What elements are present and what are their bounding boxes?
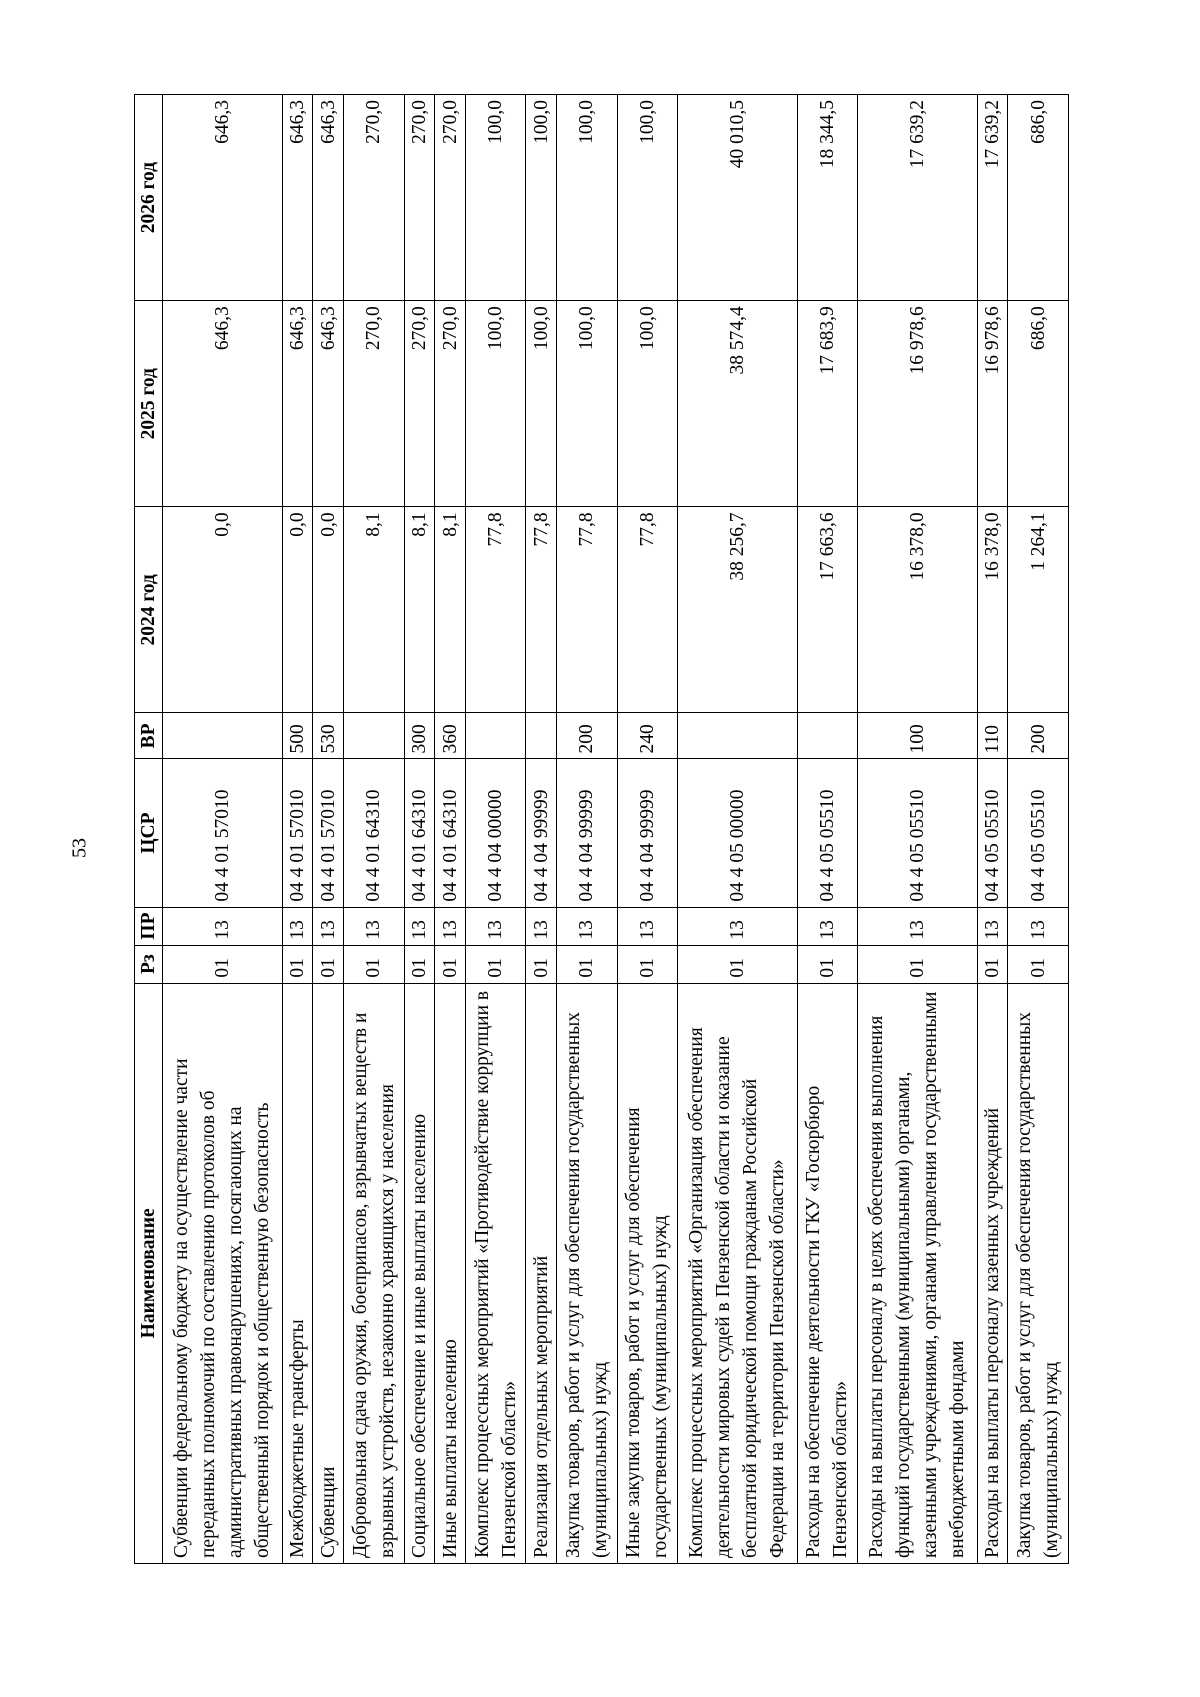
cell-vr: 240	[617, 713, 677, 759]
cell-name: Межбюджетные трансферты	[282, 983, 313, 1563]
cell-pr: 13	[797, 907, 857, 945]
header-2024: 2024 год	[135, 507, 163, 713]
cell-name: Комплекс процессных мероприятий «Организация обеспечения деятельности мировых судей в Пензенской области и оказание бесплатной юридической помощи гражданам Российской Федерации на территории Пензенской области»	[677, 983, 797, 1563]
cell-vr	[677, 713, 797, 759]
cell-2025: 16 978,6	[858, 301, 978, 507]
cell-rz: 01	[344, 945, 404, 983]
cell-2026: 100,0	[617, 95, 677, 301]
cell-csr: 04 4 01 57010	[313, 759, 344, 907]
cell-2026: 40 010,5	[677, 95, 797, 301]
cell-rz: 01	[977, 945, 1008, 983]
cell-name: Добровольная сдача оружия, боеприпасов, взрывчатых веществ и взрывных устройств, незаконно хранящихся у населения	[344, 983, 404, 1563]
cell-rz: 01	[617, 945, 677, 983]
cell-2024: 38 256,7	[677, 507, 797, 713]
cell-2026: 270,0	[404, 95, 435, 301]
cell-2024: 77,8	[617, 507, 677, 713]
cell-2024: 8,1	[404, 507, 435, 713]
cell-name: Закупка товаров, работ и услуг для обеспечения государственных (муниципальных) нужд	[557, 983, 617, 1563]
budget-table	[134, 94, 1069, 1564]
cell-vr: 530	[313, 713, 344, 759]
cell-pr: 13	[526, 907, 557, 945]
cell-rz: 01	[435, 945, 466, 983]
table-row	[404, 95, 435, 1564]
table-row	[977, 95, 1008, 1564]
cell-name: Расходы на выплаты персоналу казенных учреждений	[977, 983, 1008, 1563]
cell-pr: 13	[977, 907, 1008, 945]
cell-2026: 686,0	[1008, 95, 1069, 301]
cell-2025: 270,0	[435, 301, 466, 507]
cell-pr: 13	[557, 907, 617, 945]
cell-2024: 16 378,0	[858, 507, 978, 713]
cell-pr: 13	[435, 907, 466, 945]
cell-csr: 04 4 05 05510	[858, 759, 978, 907]
cell-csr: 04 4 01 64310	[435, 759, 466, 907]
cell-vr	[344, 713, 404, 759]
cell-2026: 646,3	[313, 95, 344, 301]
cell-vr	[797, 713, 857, 759]
cell-name: Закупка товаров, работ и услуг для обеспечения государственных (муниципальных) нужд	[1008, 983, 1069, 1563]
cell-2024: 77,8	[557, 507, 617, 713]
cell-vr: 100	[858, 713, 978, 759]
cell-name: Субвенции	[313, 983, 344, 1563]
cell-2026: 646,3	[163, 95, 283, 301]
cell-csr: 04 4 01 64310	[344, 759, 404, 907]
table-row	[313, 95, 344, 1564]
cell-2025: 646,3	[163, 301, 283, 507]
cell-2026: 100,0	[526, 95, 557, 301]
cell-csr: 04 4 01 57010	[163, 759, 283, 907]
cell-rz: 01	[858, 945, 978, 983]
cell-pr: 13	[617, 907, 677, 945]
table-row	[435, 95, 466, 1564]
cell-2025: 270,0	[404, 301, 435, 507]
header-csr: ЦСР	[135, 759, 163, 907]
cell-2024: 8,1	[435, 507, 466, 713]
cell-name: Комплекс процессных мероприятий «Противодействие коррупции в Пензенской области»	[466, 983, 526, 1563]
cell-pr: 13	[313, 907, 344, 945]
cell-vr	[526, 713, 557, 759]
cell-2025: 100,0	[526, 301, 557, 507]
cell-pr: 13	[858, 907, 978, 945]
cell-rz: 01	[797, 945, 857, 983]
cell-2025: 16 978,6	[977, 301, 1008, 507]
header-2025: 2025 год	[135, 301, 163, 507]
cell-rz: 01	[557, 945, 617, 983]
cell-2025: 100,0	[466, 301, 526, 507]
cell-vr	[466, 713, 526, 759]
header-2026: 2026 год	[135, 95, 163, 301]
cell-2026: 17 639,2	[858, 95, 978, 301]
table-row	[677, 95, 797, 1564]
cell-vr: 300	[404, 713, 435, 759]
cell-2026: 270,0	[344, 95, 404, 301]
cell-pr: 13	[677, 907, 797, 945]
cell-pr: 13	[282, 907, 313, 945]
cell-rz: 01	[404, 945, 435, 983]
cell-rz: 01	[282, 945, 313, 983]
cell-pr: 13	[1008, 907, 1069, 945]
cell-name: Расходы на выплаты персоналу в целях обеспечения выполнения функций государственными (муниципальными) органами, казенными учреждениями, органами управления государственными внебюджетными фондами	[858, 983, 978, 1563]
cell-rz: 01	[1008, 945, 1069, 983]
cell-2024: 0,0	[313, 507, 344, 713]
cell-rz: 01	[163, 945, 283, 983]
cell-2024: 0,0	[282, 507, 313, 713]
cell-csr: 04 4 05 05510	[797, 759, 857, 907]
cell-vr: 500	[282, 713, 313, 759]
cell-2024: 0,0	[163, 507, 283, 713]
cell-2025: 646,3	[313, 301, 344, 507]
cell-name: Социальное обеспечение и иные выплаты населению	[404, 983, 435, 1563]
cell-name: Реализация отдельных мероприятий	[526, 983, 557, 1563]
cell-rz: 01	[677, 945, 797, 983]
cell-csr: 04 4 04 99999	[557, 759, 617, 907]
table-row	[344, 95, 404, 1564]
cell-pr: 13	[344, 907, 404, 945]
cell-2025: 38 574,4	[677, 301, 797, 507]
cell-2025: 686,0	[1008, 301, 1069, 507]
cell-2026: 18 344,5	[797, 95, 857, 301]
cell-2025: 100,0	[617, 301, 677, 507]
table-row	[466, 95, 526, 1564]
cell-name: Иные выплаты населению	[435, 983, 466, 1563]
cell-rz: 01	[526, 945, 557, 983]
cell-2025: 646,3	[282, 301, 313, 507]
cell-csr: 04 4 05 05510	[977, 759, 1008, 907]
header-pr: ПР	[135, 907, 163, 945]
table-row	[557, 95, 617, 1564]
cell-2026: 17 639,2	[977, 95, 1008, 301]
cell-pr: 13	[404, 907, 435, 945]
table-row	[617, 95, 677, 1564]
cell-2024: 17 663,6	[797, 507, 857, 713]
cell-vr: 110	[977, 713, 1008, 759]
table-header-row	[135, 95, 163, 1564]
cell-2026: 270,0	[435, 95, 466, 301]
cell-csr: 04 4 05 05510	[1008, 759, 1069, 907]
table-row	[858, 95, 978, 1564]
cell-2024: 77,8	[466, 507, 526, 713]
table-row	[526, 95, 557, 1564]
table-row	[797, 95, 857, 1564]
cell-vr: 200	[1008, 713, 1069, 759]
cell-2026: 100,0	[466, 95, 526, 301]
cell-2025: 100,0	[557, 301, 617, 507]
cell-rz: 01	[466, 945, 526, 983]
cell-name: Расходы на обеспечение деятельности ГКУ «Госюрбюро Пензенской области»	[797, 983, 857, 1563]
cell-csr: 04 4 05 00000	[677, 759, 797, 907]
cell-2024: 1 264,1	[1008, 507, 1069, 713]
cell-2024: 77,8	[526, 507, 557, 713]
cell-name: Иные закупки товаров, работ и услуг для обеспечения государственных (муниципальных) нужд	[617, 983, 677, 1563]
table-row	[282, 95, 313, 1564]
cell-2024: 8,1	[344, 507, 404, 713]
cell-csr: 04 4 04 99999	[526, 759, 557, 907]
header-vr: ВР	[135, 713, 163, 759]
cell-vr: 360	[435, 713, 466, 759]
cell-2024: 16 378,0	[977, 507, 1008, 713]
cell-pr: 13	[163, 907, 283, 945]
table-row	[1008, 95, 1069, 1564]
page-number: 53	[68, 838, 91, 858]
table-row	[163, 95, 283, 1564]
cell-pr: 13	[466, 907, 526, 945]
cell-csr: 04 4 01 57010	[282, 759, 313, 907]
rotated-table-wrapper	[134, 94, 1069, 1564]
cell-vr: 200	[557, 713, 617, 759]
cell-csr: 04 4 04 99999	[617, 759, 677, 907]
cell-vr	[163, 713, 283, 759]
cell-csr: 04 4 04 00000	[466, 759, 526, 907]
cell-csr: 04 4 01 64310	[404, 759, 435, 907]
cell-2025: 270,0	[344, 301, 404, 507]
header-name: Наименование	[135, 983, 163, 1563]
cell-2026: 646,3	[282, 95, 313, 301]
cell-rz: 01	[313, 945, 344, 983]
cell-name: Субвенции федеральному бюджету на осуществление части переданных полномочий по составлению протоколов об административных правонарушениях, посягающих на общественный порядок и общественную безопасность	[163, 983, 283, 1563]
header-rz: Рз	[135, 945, 163, 983]
cell-2025: 17 683,9	[797, 301, 857, 507]
cell-2026: 100,0	[557, 95, 617, 301]
